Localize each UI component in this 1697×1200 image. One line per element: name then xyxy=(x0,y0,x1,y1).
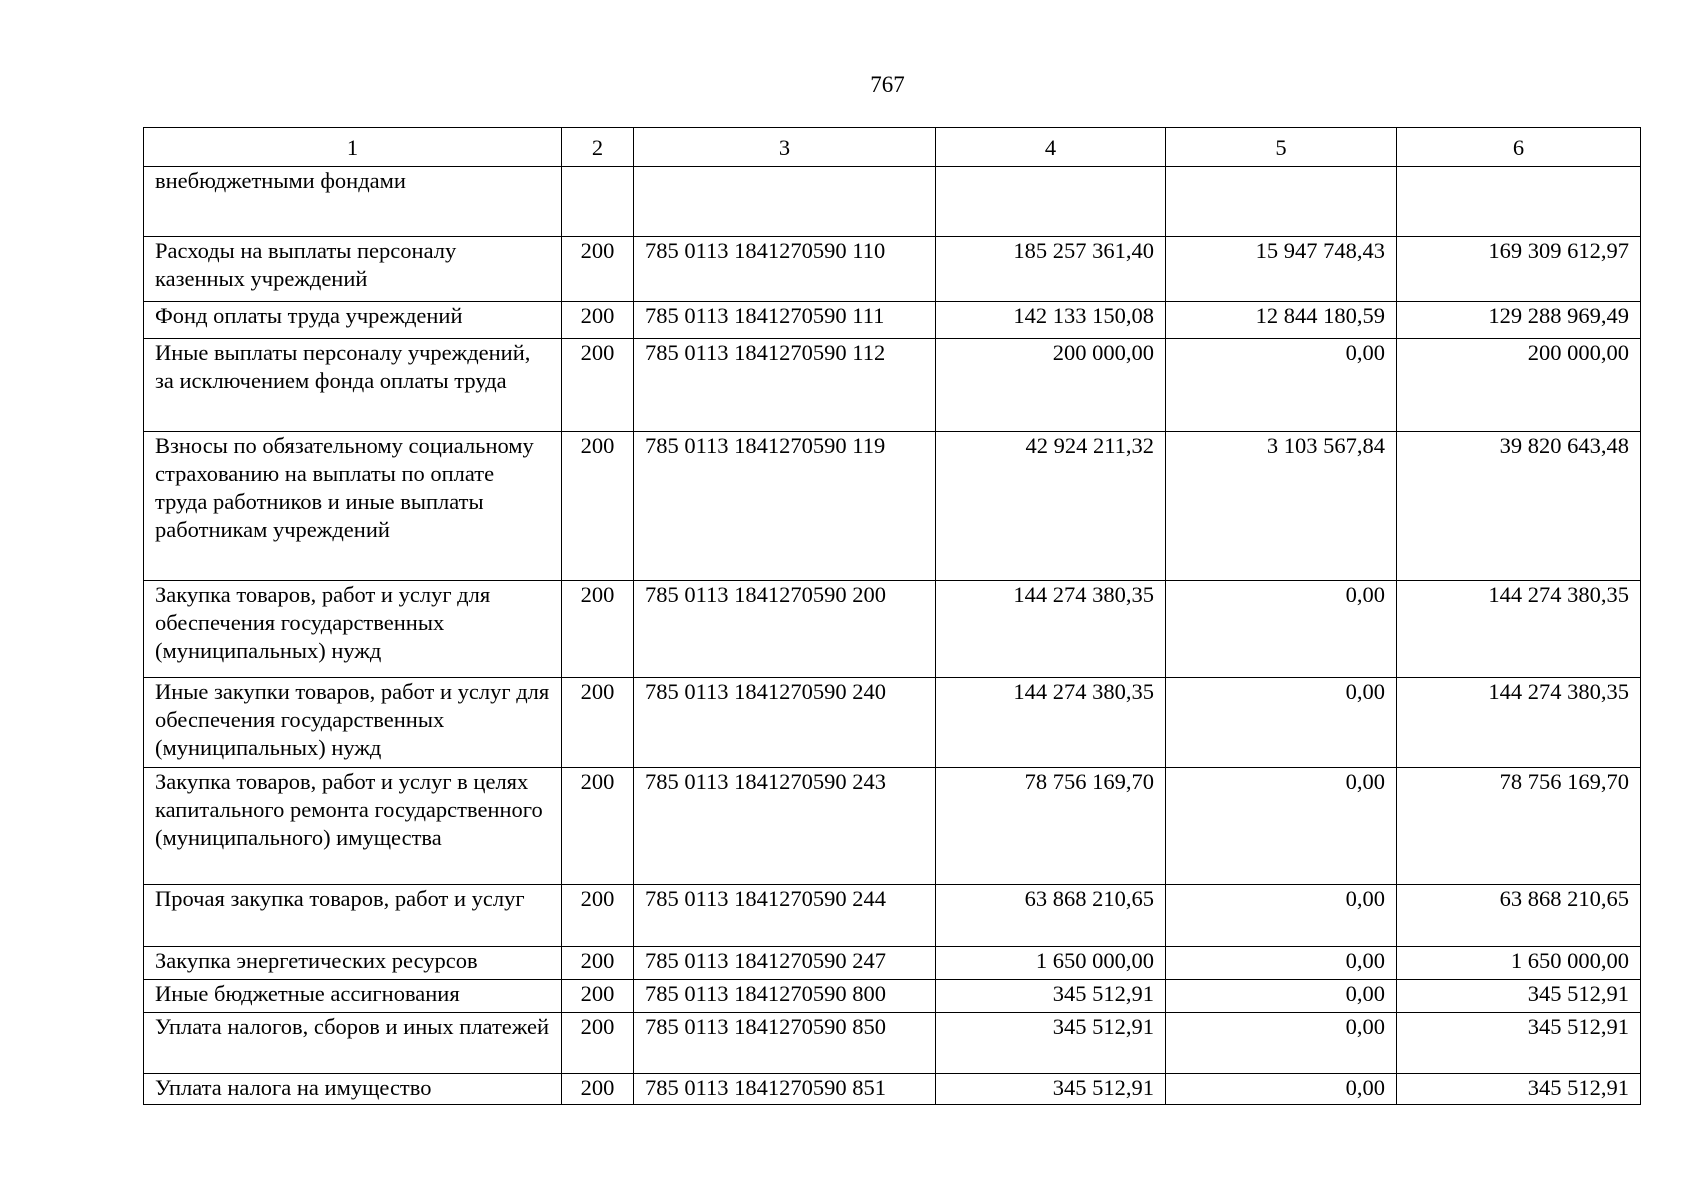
table-row xyxy=(144,768,1641,885)
column-header-6: 6 xyxy=(1397,128,1641,167)
table-row xyxy=(144,678,1641,768)
column-header-3: 3 xyxy=(634,128,936,167)
row-classification: 785 0113 1841270590 112 xyxy=(634,339,936,432)
row-name: Взносы по обязательному социальному страхованию на выплаты по оплате труда работников и иные выплаты работникам учреждений xyxy=(144,432,562,581)
row-col6: 345 512,91 xyxy=(1397,1013,1641,1074)
row-col5: 0,00 xyxy=(1166,947,1397,980)
row-code: 200 xyxy=(562,339,634,432)
row-classification: 785 0113 1841270590 244 xyxy=(634,885,936,947)
row-col5: 0,00 xyxy=(1166,768,1397,885)
table-row xyxy=(144,1074,1641,1105)
row-col4: 78 756 169,70 xyxy=(936,768,1166,885)
row-col6: 78 756 169,70 xyxy=(1397,768,1641,885)
table-row xyxy=(144,167,1641,237)
row-col5: 12 844 180,59 xyxy=(1166,302,1397,339)
row-col5: 0,00 xyxy=(1166,678,1397,768)
row-col5: 0,00 xyxy=(1166,339,1397,432)
row-name: внебюджетными фондами xyxy=(144,167,562,237)
row-col5: 0,00 xyxy=(1166,581,1397,678)
row-col4: 142 133 150,08 xyxy=(936,302,1166,339)
row-classification: 785 0113 1841270590 110 xyxy=(634,237,936,302)
row-col6: 63 868 210,65 xyxy=(1397,885,1641,947)
table-row xyxy=(144,339,1641,432)
row-col5: 0,00 xyxy=(1166,1013,1397,1074)
row-col6 xyxy=(1397,167,1641,237)
table-row xyxy=(144,237,1641,302)
page-number: 767 xyxy=(870,72,905,97)
row-col4: 185 257 361,40 xyxy=(936,237,1166,302)
row-classification: 785 0113 1841270590 200 xyxy=(634,581,936,678)
table-row xyxy=(144,947,1641,980)
row-name: Фонд оплаты труда учреждений xyxy=(144,302,562,339)
row-code: 200 xyxy=(562,1013,634,1074)
row-classification: 785 0113 1841270590 851 xyxy=(634,1074,936,1105)
table-row xyxy=(144,432,1641,581)
row-col6: 200 000,00 xyxy=(1397,339,1641,432)
row-col5: 0,00 xyxy=(1166,980,1397,1013)
row-col4: 345 512,91 xyxy=(936,1013,1166,1074)
row-classification xyxy=(634,167,936,237)
row-code: 200 xyxy=(562,980,634,1013)
row-code: 200 xyxy=(562,1074,634,1105)
row-name: Уплата налога на имущество xyxy=(144,1074,562,1105)
row-code: 200 xyxy=(562,302,634,339)
row-col4 xyxy=(936,167,1166,237)
row-classification: 785 0113 1841270590 240 xyxy=(634,678,936,768)
row-col4: 144 274 380,35 xyxy=(936,678,1166,768)
row-col6: 1 650 000,00 xyxy=(1397,947,1641,980)
row-name: Иные бюджетные ассигнования xyxy=(144,980,562,1013)
budget-table xyxy=(143,127,1641,1105)
row-classification: 785 0113 1841270590 119 xyxy=(634,432,936,581)
row-code: 200 xyxy=(562,885,634,947)
table-row xyxy=(144,302,1641,339)
row-col5 xyxy=(1166,167,1397,237)
row-col6: 345 512,91 xyxy=(1397,1074,1641,1105)
row-classification: 785 0113 1841270590 247 xyxy=(634,947,936,980)
row-name: Закупка энергетических ресурсов xyxy=(144,947,562,980)
table-row xyxy=(144,980,1641,1013)
row-col6: 144 274 380,35 xyxy=(1397,678,1641,768)
row-col4: 63 868 210,65 xyxy=(936,885,1166,947)
row-classification: 785 0113 1841270590 800 xyxy=(634,980,936,1013)
row-name: Уплата налогов, сборов и иных платежей xyxy=(144,1013,562,1074)
row-code: 200 xyxy=(562,947,634,980)
row-code: 200 xyxy=(562,237,634,302)
column-header-4: 4 xyxy=(936,128,1166,167)
column-header-2: 2 xyxy=(562,128,634,167)
table-row xyxy=(144,885,1641,947)
row-col4: 42 924 211,32 xyxy=(936,432,1166,581)
row-name: Закупка товаров, работ и услуг в целях капитального ремонта государственного (муниципального) имущества xyxy=(144,768,562,885)
row-col4: 345 512,91 xyxy=(936,980,1166,1013)
column-header-5: 5 xyxy=(1166,128,1397,167)
row-col4: 200 000,00 xyxy=(936,339,1166,432)
table-header-row xyxy=(144,128,1641,167)
row-classification: 785 0113 1841270590 111 xyxy=(634,302,936,339)
row-code: 200 xyxy=(562,581,634,678)
row-name: Иные выплаты персоналу учреждений, за исключением фонда оплаты труда xyxy=(144,339,562,432)
column-header-1: 1 xyxy=(144,128,562,167)
row-code: 200 xyxy=(562,678,634,768)
row-code: 200 xyxy=(562,768,634,885)
row-col5: 0,00 xyxy=(1166,885,1397,947)
row-col6: 144 274 380,35 xyxy=(1397,581,1641,678)
table-row xyxy=(144,1013,1641,1074)
row-name: Расходы на выплаты персоналу казенных учреждений xyxy=(144,237,562,302)
row-col4: 345 512,91 xyxy=(936,1074,1166,1105)
row-classification: 785 0113 1841270590 850 xyxy=(634,1013,936,1074)
row-col6: 39 820 643,48 xyxy=(1397,432,1641,581)
row-col6: 169 309 612,97 xyxy=(1397,237,1641,302)
table-row xyxy=(144,581,1641,678)
row-code xyxy=(562,167,634,237)
row-col6: 129 288 969,49 xyxy=(1397,302,1641,339)
row-col4: 144 274 380,35 xyxy=(936,581,1166,678)
row-col5: 15 947 748,43 xyxy=(1166,237,1397,302)
row-col4: 1 650 000,00 xyxy=(936,947,1166,980)
row-name: Иные закупки товаров, работ и услуг для обеспечения государственных (муниципальных) нужд xyxy=(144,678,562,768)
row-name: Закупка товаров, работ и услуг для обеспечения государственных (муниципальных) нужд xyxy=(144,581,562,678)
row-col5: 0,00 xyxy=(1166,1074,1397,1105)
row-col5: 3 103 567,84 xyxy=(1166,432,1397,581)
row-col6: 345 512,91 xyxy=(1397,980,1641,1013)
row-code: 200 xyxy=(562,432,634,581)
row-classification: 785 0113 1841270590 243 xyxy=(634,768,936,885)
row-name: Прочая закупка товаров, работ и услуг xyxy=(144,885,562,947)
